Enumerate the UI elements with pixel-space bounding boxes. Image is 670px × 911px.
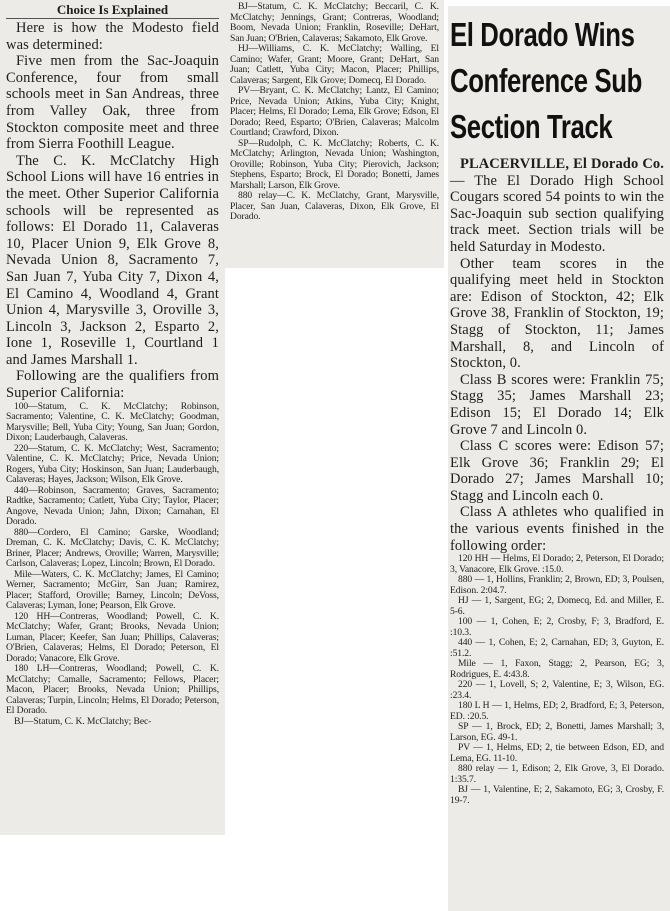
result-entry: 100 — 1, Cohen, E; 2, Crosby, F; 3, Bradford, E. :10.3. <box>450 616 664 638</box>
paragraph: Class B scores were: Franklin 75; Stagg 35; James Marshall 23; Edison 15; El Dorado 14; Elk Grove 7 and Lincoln 0. <box>450 371 664 438</box>
paragraph: Class C scores were: Edison 57; Elk Grove 36; Franklin 29; El Dorado 27; James Marshall 10; Stagg and Lincoln each 0. <box>450 438 664 504</box>
left-article-clipping <box>0 0 225 835</box>
result-entry: SP — 1, Brock, ED; 2, Bonetti, James Marshall; 3, Larson, EG. 49-1. <box>450 721 664 743</box>
lead-text: — The El Dorado High School Cougars scored 54 points to win the Sac-Joaquin sub section qualifying track meet. Section trials will be held Saturday in Modesto. <box>450 172 664 255</box>
section-header: Choice Is Explained <box>6 2 219 19</box>
result-entry: Mile — 1, Faxon, Stagg; 2, Pearson, EG; 3, Rodrigues, E. 4:43.8. <box>450 658 664 680</box>
results-list <box>450 554 664 806</box>
paragraph: Class A athletes who qualified in the various events finished in the following order: <box>450 504 664 554</box>
event-entry: 220—Statum, C. K. McClatchy; West, Sacramento; Valentine, C. K. McClatchy; Price, Nevada Union; Rogers, Yuba City; Hoskinson, San Juan; Lauderbaugh, Calaveras; Hayes, Jackson; Wilson, Elk Grove. <box>6 442 219 486</box>
event-entry: SP—Rudolph, C. K. McClatchy; Roberts, C. K. McClatchy; Arlington, Nevada Union; Washington, Oroville; Robinson, Yuba City; Pierovich, Jackson; Stephens, Esparto; Brock, El Dorado; Bonetti, James Marshall; Larson, Elk Grove. <box>230 137 439 191</box>
result-entry: 180 L H — 1, Helms, ED; 2, Bradford, E; 3, Peterson, ED. :20.5. <box>450 700 664 722</box>
event-entry: 120 HH—Contreras, Woodland; Powell, C. K. McClatchy; Wafer, Grant; Brooks, Nevada Union; Luman, Placer; Keefer, San Juan; Phillips, Calaveras; O'Brien, Calaveras; Helms, El Dorado; Peterson, El Dorado; Vanacore, Elk Grove. <box>6 610 219 664</box>
result-entry: BJ — 1, Valentine, E; 2, Sakamoto, EG; 3, Crosby, F. 19-7. <box>450 784 664 806</box>
headline-line: Conference Sub <box>450 62 642 99</box>
paragraph: The C. K. McClatchy High School Lions will have 16 entries in the meet. Other Superior California schools will be represented as follows: El Dorado 11, Calaveras 10, Placer Union 9, Elk Grove 8, Nevada Union 8, Sacramento 7, San Juan 7, Yuba City 7, Dixon 4, El Camino 4, Woodland 4, Grant Union 4, Marysville 3, Oroville 3, Lincoln 3, Jackson 2, Esparto 2, Ione 1, Roseville 1, Courtland 1 and James Marshall 1. <box>6 152 220 368</box>
intro-paragraph: Here is how the Modesto field was determined: <box>6 20 219 53</box>
result-entry: HJ — 1, Sargent, EG; 2, Domecq, Ed. and Miller, E. 5-6. <box>450 595 664 617</box>
paragraph: Other team scores in the qualifying meet held in Stockton are: Edison of Stockton, 42; Elk Grove 38, Franklin of Stockton, 19; Stagg of Stockton, 11; James Marshall, 8, and Lincoln of Stockton, 0. <box>450 255 664 372</box>
result-entry: 880 — 1, Hollins, Franklin; 2, Brown, ED; 3, Poulsen, Edison. 2:04.7. <box>450 574 664 596</box>
lead-paragraph <box>450 156 664 256</box>
result-entry: 120 HH — Helms, El Dorado; 2, Peterson, El Dorado; 3, Vanacore, Elk Grove. :15.0. <box>450 553 664 575</box>
event-entry: Mile—Waters, C. K. McClatchy; James, El Camino; Werner, Sacramento; McGirr, San Juan; Ramirez, Placer; Stafford, Oroville; Barney, Lincoln; DeVoss, Calaveras; Lyman, Ione; Pearson, Elk Grove. <box>6 568 219 612</box>
headline-line: Section Track <box>450 108 613 145</box>
headline <box>450 12 668 150</box>
event-entry: 440—Robinson, Sacramento; Graves, Sacramento; Radtke, Sacramento; Catlett, Yuba City; Taylor, Placer; Angove, Nevada Union; Jahn, Dixon; Carnahan, El Dorado. <box>6 484 219 528</box>
event-entry: BJ—Statum, C. K. McClatchy; Beccaril, C. K. McClatchy; Jennings, Grant; Contreras, Woodland; Boom, Nevada Union; Franklin, Roseville; DeHart, San Juan; O'Brien, Calaveras; Sakamoto, Elk Grove. <box>230 1 439 44</box>
headline-line: El Dorado Wins <box>450 16 635 53</box>
event-entry: 880—Cordero, El Camino; Garske, Woodland; Dreman, C. K. McClatchy; Davis, C. K. McClatchy; Briner, Placer; Andrews, Oroville; Warren, Marysville; Carlson, Calaveras; Lopez, Lincoln; Brown, El Dorado. <box>6 526 219 570</box>
qualifier-list <box>6 402 219 728</box>
event-entry: HJ—Williams, C. K. McClatchy; Walling, El Camino; Wafer, Grant; Moore, Grant; DeHart, San Juan; Catlett, Yuba City; Macon, Placer; Phillips, Calaveras; Sargent, Elk Grove; Domecq, El Dorado. <box>230 43 439 86</box>
paragraph: Following are the qualifiers from Superior California: <box>6 368 219 402</box>
result-entry: 440 — 1, Cohen, E; 2, Carnahan, ED; 3, Guyton, E. :51.2. <box>450 637 664 659</box>
event-entry: BJ—Statum, C. K. McClatchy; Bec- <box>14 715 152 727</box>
event-entry: PV—Bryant, C. K. McClatchy; Lantz, El Camino; Price, Nevada Union; Atkins, Yuba City; Knight, Placer; Helms, El Dorado; Lema, Elk Grove; Edson, El Dorado; Reed, Esparto; O'Brien, Calaveras; Malcolm Courtland; Crawford, Dixon. <box>230 85 439 138</box>
event-entry: 880 relay—C. K. McClatchy, Grant, Marysville, Placer, San Juan, Calaveras, Dixon, Elk Grove, El Dorado. <box>230 190 439 222</box>
middle-article-clipping <box>225 0 444 268</box>
right-article-clipping <box>448 6 670 911</box>
event-entry: 100—Statum, C. K. McClatchy; Robinson, Sacramento; Valentine, C. K. McClatchy; Goodman, Marysville; Bell, Yuba City; Young, San Juan; Gordon, Dixon; Lauderbaugh, Calaveras. <box>6 400 219 444</box>
result-entry: PV — 1, Helms, ED; 2, tie between Edson, ED, and Lema, EG. 11-10. <box>450 742 664 764</box>
result-entry: 880 relay — 1, Edison; 2, Elk Grove, 3, El Dorado. 1:35.7. <box>450 763 664 785</box>
result-entry: 220 — 1, Lovell, S; 2, Valentine, E; 3, Wilson, EG. :23.4. <box>450 679 664 701</box>
dateline: PLACERVILLE, El Dorado Co. <box>460 156 664 172</box>
paragraph: Five men from the Sac-Joaquin Conference, four from small schools meet in San Andreas, three from Valley Oak, three from Stockton composite meet and three from Sierra Foothill League. <box>6 53 219 153</box>
event-entry: 180 LH—Contreras, Woodland; Powell, C. K. McClatchy; Camalle, Sacramento; Fellows, Placer; Macon, Placer; Brooks, Nevada Union; Phillips, Calaveras; Turpin, Lincoln; Helms, El Dorado; Peterson, El Dorado. <box>6 663 219 717</box>
